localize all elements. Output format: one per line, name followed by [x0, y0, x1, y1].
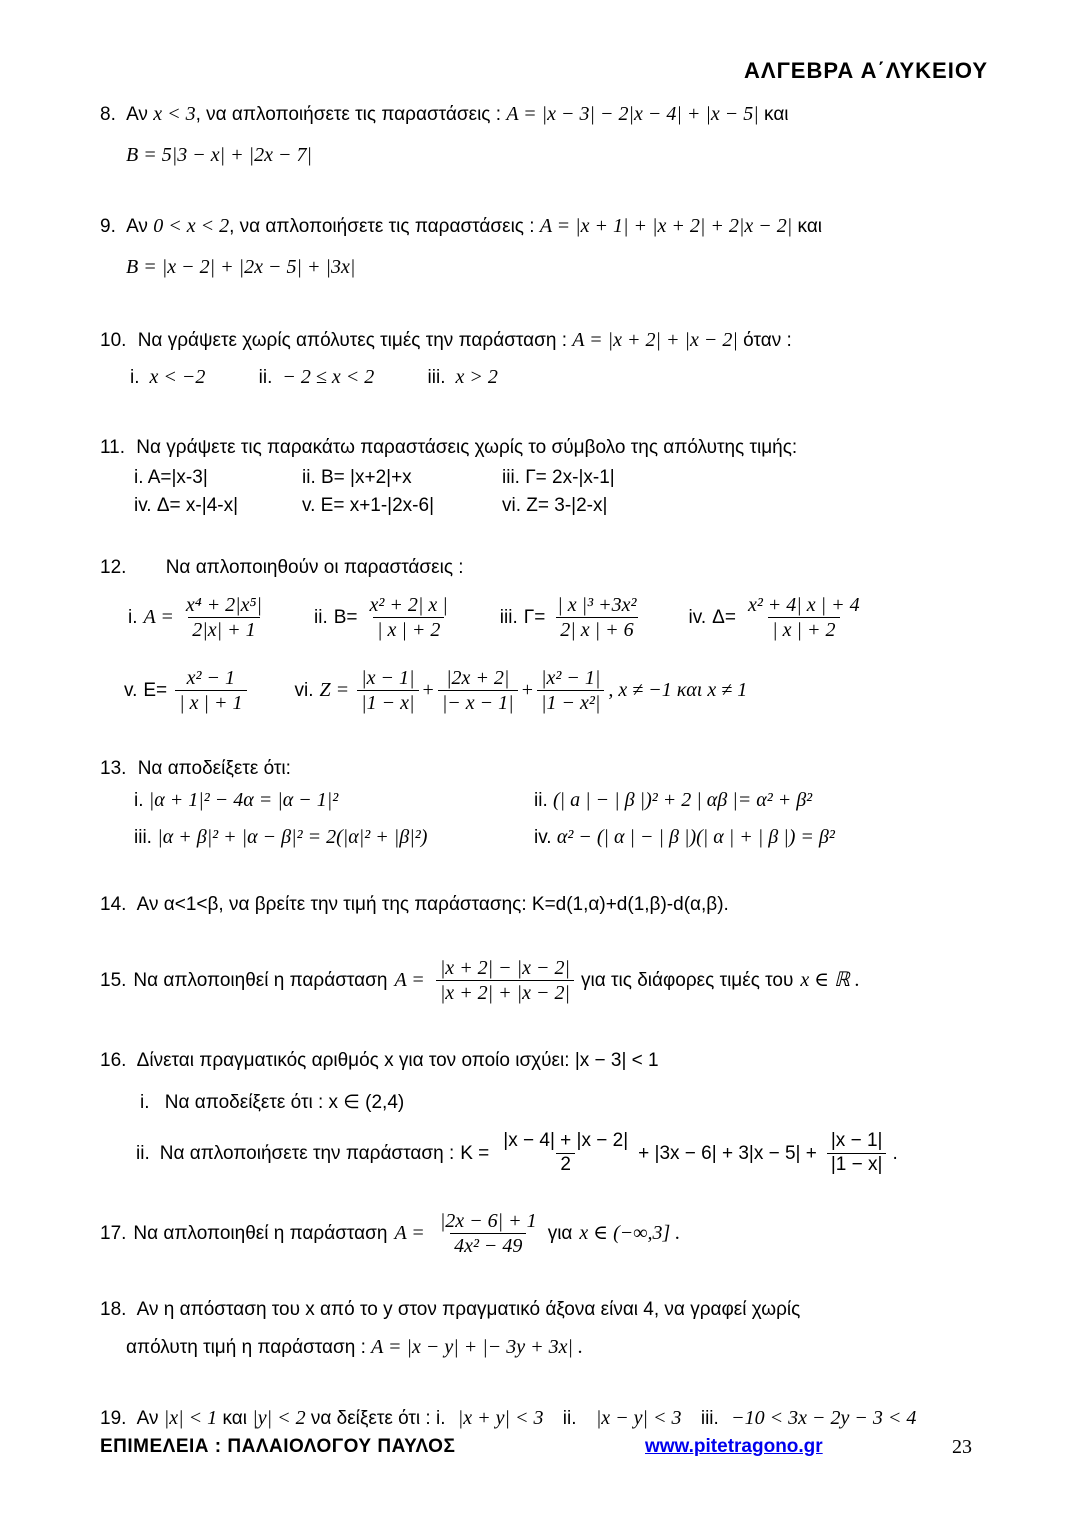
exercise-15-text: για τις διάφορες τιμές του	[581, 969, 794, 991]
exercise-12-row-2	[124, 666, 988, 715]
exercise-12-number: 12.	[100, 556, 127, 578]
fraction-item	[500, 593, 645, 642]
exercise-11-items	[134, 464, 988, 520]
fraction-denominator: 4x² − 49	[450, 1233, 526, 1258]
fraction-denominator: |1 − x²|	[537, 690, 604, 715]
item-label: vi.	[294, 679, 314, 701]
exercise-19	[100, 1404, 988, 1433]
result-1: |x + y| < 3	[457, 1407, 544, 1430]
fraction-denominator: 2| x | + 6	[556, 617, 637, 642]
fraction-denominator: | x | + 2	[768, 617, 839, 642]
exercise-10-number: 10.	[100, 330, 127, 351]
fraction-numerator: x² − 1	[186, 667, 236, 690]
exercise-8-expression-b: B = 5|3 − x| + |2x − 7|	[126, 144, 312, 166]
exercise-18-line-2	[126, 1333, 988, 1362]
exercise-18-expression: A = |x − y| + |− 3y + 3x| .	[371, 1336, 583, 1359]
exercise-16-condition: |x − 3| < 1	[574, 1050, 659, 1072]
option-label: i.	[130, 367, 140, 388]
item-value: α² − (| α | − | β |)(| α | + | β |) = β²	[556, 825, 835, 848]
exercise-10-text: όταν :	[743, 330, 792, 351]
item-lhs: Γ=	[523, 606, 546, 628]
fraction	[499, 1130, 632, 1177]
exercise-11-item: iv. Δ= x-|4-x|	[134, 494, 239, 516]
page-number: 23	[952, 1436, 972, 1458]
fraction-item	[124, 666, 251, 715]
fraction	[366, 593, 452, 642]
exercise-13-text: Να αποδείξετε ότι:	[137, 758, 291, 780]
item-label: iii.	[499, 606, 518, 628]
exercise-12-text: Να απλοποιηθούν οι παραστάσεις :	[165, 556, 464, 578]
exercise-8-expression-a: A = |x − 3| − 2|x − 4| + |x − 5|	[506, 103, 759, 125]
fraction-denominator: 2	[556, 1153, 575, 1177]
exercise-16-number: 16.	[100, 1050, 127, 1072]
exercise-15-text: Να απλοποιηθεί η παράσταση	[133, 969, 388, 991]
exercise-16	[100, 1047, 988, 1075]
item-label: iv.	[688, 606, 707, 628]
fraction-numerator: |x − 1|	[830, 1130, 883, 1152]
proof-item	[134, 826, 534, 849]
exercise-17-number: 17.	[100, 1222, 127, 1244]
exercise-11-number: 11.	[100, 437, 126, 458]
exercise-8-text: και	[764, 104, 789, 125]
item-label: iii.	[700, 1408, 719, 1430]
fraction-item-vi	[295, 666, 748, 715]
footer-link[interactable]: www.pitetragono.gr	[645, 1436, 823, 1457]
exercise-9-text: Αν	[126, 216, 148, 237]
item-label: ii.	[136, 1142, 150, 1164]
item-label: ii.	[562, 1408, 577, 1430]
exercise-8-condition: x < 3	[153, 103, 196, 125]
exercise-11-text: Να γράψετε τις παρακάτω παραστάσεις χωρίς το σύμβολο της απόλυτης τιμής:	[136, 437, 798, 458]
fraction	[438, 666, 518, 715]
condition-1: |x| < 1	[163, 1407, 218, 1430]
exercise-10-options	[130, 363, 988, 392]
condition-2: |y| < 2	[252, 1407, 306, 1430]
fraction	[357, 666, 418, 715]
plus-sign: +	[422, 679, 434, 702]
exercise-10-expression: A = |x + 2| + |x − 2|	[572, 329, 738, 351]
exercise-14-text: Αν α<1<β, να βρείτε την τιμή της παράστασης: K=d(1,α)+d(1,β)-d(α,β).	[136, 893, 729, 915]
fraction-numerator: |x − 4| + |x − 2|	[503, 1130, 629, 1152]
fraction-denominator: |x + 2| + |x − 2|	[436, 980, 574, 1005]
fraction-numerator: |x − 1|	[361, 667, 415, 690]
item-label: iii.	[134, 826, 152, 848]
exercise-14-number: 14.	[100, 893, 127, 915]
exercise-11-item: i. A=|x-3|	[134, 466, 208, 488]
exercise-8-line-2	[126, 141, 988, 170]
fraction-numerator: x² + 4| x | + 4	[747, 594, 860, 617]
item-tail: , x ≠ −1 και x ≠ 1	[608, 679, 748, 702]
exercise-14	[100, 891, 988, 919]
item-value: (| a | − | β |)² + 2 | αβ |= α² + β²	[553, 788, 813, 811]
item-label: i.	[134, 789, 144, 811]
item-value: |α + 1|² − 4α = |α − 1|²	[148, 788, 339, 811]
sentence-end: .	[892, 1142, 898, 1164]
fraction	[175, 666, 246, 715]
proof-item	[534, 826, 988, 849]
fraction-item	[314, 593, 456, 642]
item-lhs: A =	[143, 606, 174, 629]
exercise-16-part-ii	[136, 1130, 988, 1177]
exercise-19-text: να δείξετε ότι : i.	[310, 1408, 446, 1430]
exercise-13-items	[134, 789, 988, 849]
exercise-18-number: 18.	[100, 1298, 127, 1320]
exercise-8	[100, 100, 988, 129]
fraction-numerator: |x + 2| − |x − 2|	[439, 957, 571, 980]
fraction-numerator: |2x + 2|	[446, 667, 510, 690]
exercise-19-text: Αν	[136, 1408, 159, 1430]
exercise-11-item: vi. Z= 3-|2-x|	[502, 494, 608, 516]
exercise-17	[100, 1209, 988, 1258]
expression-lhs: K =	[460, 1142, 490, 1164]
fraction-item	[128, 593, 270, 642]
exercise-10	[100, 326, 988, 355]
exercise-15-number: 15.	[100, 969, 127, 991]
item-lhs: B=	[333, 606, 358, 628]
exercise-9-number: 9.	[100, 216, 116, 237]
fraction	[436, 1209, 541, 1258]
item-label: i.	[128, 606, 138, 628]
option-value: x < −2	[149, 366, 206, 388]
item-label: ii.	[314, 606, 328, 628]
option-value: x > 2	[455, 366, 498, 388]
fraction-denominator: 2|x| + 1	[188, 617, 259, 642]
item-value: |α + β|² + |α − β|² = 2(|α|² + |β|²)	[157, 825, 428, 848]
result-2: |x − y| < 3	[595, 1407, 682, 1430]
fraction	[553, 593, 640, 642]
exercise-15	[100, 956, 988, 1005]
fraction	[436, 956, 574, 1005]
exercise-11-item: ii. B= |x+2|+x	[302, 466, 412, 488]
fraction-denominator: |− x − 1|	[438, 690, 518, 715]
footer-credit: ΕΠΙΜΕΛΕΙΑ : ΠΑΛΑΙΟΛΟΓΟΥ ΠΑΥΛΟΣ	[100, 1436, 456, 1457]
fraction	[744, 593, 864, 642]
exercise-9	[100, 212, 988, 241]
expression-middle: + |3x − 6| + 3|x − 5| +	[638, 1142, 817, 1164]
fraction-item	[689, 593, 868, 642]
exercise-9-expression-b: B = |x − 2| + |2x − 5| + |3x|	[126, 256, 356, 278]
part-text: Να απλοποιήσετε την παράσταση :	[159, 1142, 455, 1164]
exercise-9-condition: 0 < x < 2	[153, 215, 230, 237]
item-lhs: Z =	[319, 679, 350, 702]
exercise-8-number: 8.	[100, 104, 116, 125]
exercise-13-number: 13.	[100, 758, 127, 780]
domain-note: x ∈ ℝ .	[800, 969, 860, 992]
expression-lhs: A =	[394, 969, 425, 992]
part-value: x ∈ (2,4)	[328, 1091, 405, 1113]
item-label: ii.	[534, 789, 548, 811]
domain-note: x ∈ (−∞,3] .	[579, 1221, 681, 1244]
fraction-numerator: | x |³ +3x²	[557, 594, 637, 617]
exercise-9-text: , να απλοποιήσετε τις παραστάσεις :	[229, 216, 535, 237]
fraction-denominator: | x | + 1	[175, 690, 246, 715]
fraction	[537, 666, 604, 715]
option-label: ii.	[258, 367, 273, 388]
exercise-18-line-1: Αν η απόσταση του x από το y στον πραγματικό άξονα είναι 4, να γραφεί χωρίς	[136, 1298, 801, 1320]
fraction-numerator: x² + 2| x |	[369, 594, 448, 617]
exercise-11-item: v. E= x+1-|2x-6|	[302, 494, 435, 516]
exercise-8-text: Αν	[126, 104, 148, 125]
exercise-17-text: για	[547, 1222, 573, 1244]
page-footer	[0, 1436, 1080, 1466]
item-label: iv.	[534, 826, 552, 848]
fraction-denominator: |1 − x|	[357, 690, 418, 715]
exercise-11-item: iii. Γ= 2x-|x-1|	[502, 466, 615, 488]
page-title: ΑΛΓΕΒΡΑ Α΄ΛΥΚΕΙΟΥ	[744, 58, 988, 83]
option-value: − 2 ≤ x < 2	[282, 366, 375, 388]
exercise-12	[100, 554, 988, 582]
exercise-16-text: Δίνεται πραγματικός αριθμός x για τον οποίο ισχύει:	[136, 1050, 570, 1072]
exercise-9-line-2	[126, 253, 988, 282]
fraction-numerator: |x² − 1|	[540, 667, 601, 690]
exercise-17-text: Να απλοποιηθεί η παράσταση	[133, 1222, 388, 1244]
part-text: Να αποδείξετε ότι :	[164, 1091, 324, 1113]
fraction-denominator: | x | + 2	[373, 617, 444, 642]
exercise-18-text: απόλυτη τιμή η παράσταση :	[126, 1337, 366, 1359]
plus-sign: +	[521, 679, 533, 702]
expression-lhs: A =	[394, 1221, 425, 1244]
item-lhs: Δ=	[712, 606, 736, 628]
fraction	[827, 1130, 887, 1177]
exercise-10-text: Να γράψετε χωρίς απόλυτες τιμές την παράσταση :	[137, 330, 568, 351]
exercise-12-row-1	[128, 593, 988, 642]
option-label: iii.	[427, 367, 446, 388]
fraction-numerator: |2x − 6| + 1	[439, 1209, 537, 1232]
item-lhs: E=	[143, 679, 168, 701]
exercise-11	[100, 434, 988, 462]
exercise-9-text: και	[797, 216, 823, 237]
exercise-18	[100, 1296, 988, 1324]
proof-item	[134, 789, 534, 812]
fraction	[182, 593, 266, 642]
item-label: i.	[140, 1091, 150, 1113]
result-3: −10 < 3x − 2y − 3 < 4	[731, 1407, 917, 1430]
exercise-13	[100, 755, 988, 783]
exercise-16-part-i	[140, 1089, 988, 1117]
fraction-numerator: x⁴ + 2|x⁵|	[185, 594, 263, 617]
exercise-19-number: 19.	[100, 1408, 127, 1430]
exercise-8-text: , να απλοποιήσετε τις παραστάσεις :	[195, 104, 502, 125]
fraction-denominator: |1 − x|	[827, 1153, 887, 1177]
proof-item	[534, 789, 988, 812]
exercise-9-expression-a: A = |x + 1| + |x + 2| + 2|x − 2|	[539, 215, 793, 237]
item-label: v.	[124, 679, 138, 701]
exercise-19-text: και	[222, 1408, 247, 1430]
